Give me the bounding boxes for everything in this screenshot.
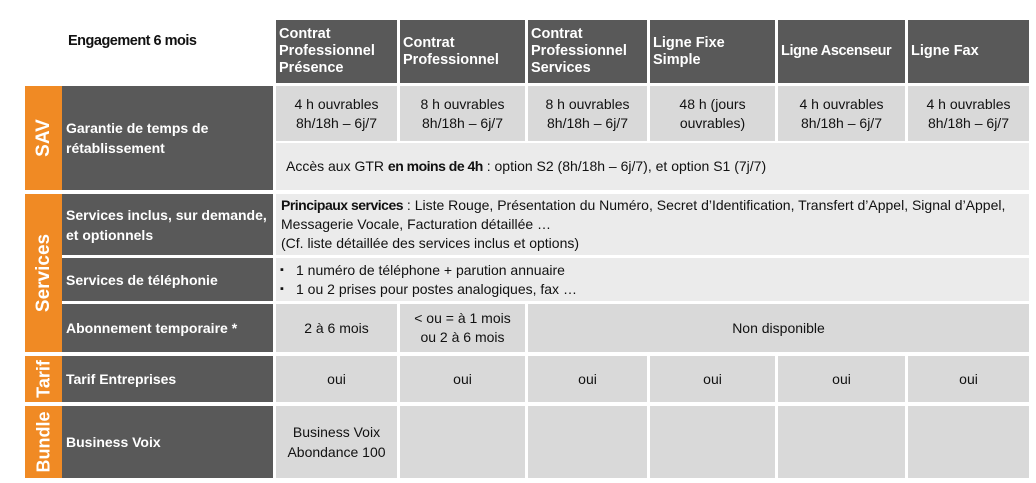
bundle-empty-cell xyxy=(650,406,775,478)
gtr-value: 4 h ouvrables 8h/18h – 6j/7 xyxy=(276,86,397,141)
list-item: ▪ 1 ou 2 prises pour postes analogiques, fax … xyxy=(276,280,1029,299)
column-header-fax: Ligne Fax xyxy=(908,20,1029,83)
tarif-value: oui xyxy=(528,356,647,402)
section-bundle: Bundle xyxy=(25,406,62,478)
bundle-empty-cell xyxy=(908,406,1029,478)
engagement-label: Engagement 6 mois xyxy=(68,33,197,49)
abonnement-unavailable: Non disponible xyxy=(528,304,1029,352)
telephonie-list xyxy=(276,258,1029,301)
row-label-services-inclus: Services inclus, sur demande, et optionnels xyxy=(62,194,273,255)
services-inclus-text: Principaux services : Liste Rouge, Présentation du Numéro, Secret d’Identification, Transfert d’Appel, Signal d’Appel, Messagerie Vocale, Facturation détaillée … (Cf. liste détaillée des services inclus et options) xyxy=(276,194,1029,255)
gtr-value: 4 h ouvrables 8h/18h – 6j/7 xyxy=(778,86,905,141)
gtr-note: Accès aux GTR en moins de 4h : option S2 (8h/18h – 6j/7), et option S1 (7j/7) xyxy=(276,143,1029,190)
list-item: ▪ 1 numéro de téléphone + parution annuaire xyxy=(276,261,1029,280)
bundle-empty-cell xyxy=(400,406,525,478)
column-header-presence: Contrat Professionnel Présence xyxy=(276,20,397,83)
abonnement-value: 2 à 6 mois xyxy=(276,304,397,352)
column-header-ligne-fixe: Ligne Fixe Simple xyxy=(650,20,775,83)
gtr-value: 48 h (jours ouvrables) xyxy=(650,86,775,141)
tarif-value: oui xyxy=(276,356,397,402)
tarif-value: oui xyxy=(400,356,525,402)
bundle-empty-cell xyxy=(778,406,905,478)
row-label-bundle: Business Voix xyxy=(62,406,273,478)
bundle-value: Business Voix Abondance 100 xyxy=(276,406,397,478)
row-label-tarif: Tarif Entreprises xyxy=(62,356,273,402)
section-tarif: Tarif xyxy=(25,356,62,402)
row-label-telephonie: Services de téléphonie xyxy=(62,258,273,301)
row-label-gtr: Garantie de temps de rétablissement xyxy=(62,86,273,190)
abonnement-value: < ou = à 1 mois ou 2 à 6 mois xyxy=(400,304,525,352)
tarif-value: oui xyxy=(908,356,1029,402)
column-header-professionnel: Contrat Professionnel xyxy=(400,20,525,83)
section-sav: SAV xyxy=(25,86,62,190)
row-label-abonnement: Abonnement temporaire * xyxy=(62,304,273,352)
tarif-value: oui xyxy=(650,356,775,402)
tarif-value: oui xyxy=(778,356,905,402)
column-header-ascenseur: Ligne Ascenseur xyxy=(778,20,905,83)
section-services: Services xyxy=(25,194,62,352)
gtr-value: 4 h ouvrables 8h/18h – 6j/7 xyxy=(908,86,1029,141)
column-header-services: Contrat Professionnel Services xyxy=(528,20,647,83)
gtr-value: 8 h ouvrables 8h/18h – 6j/7 xyxy=(528,86,647,141)
gtr-value: 8 h ouvrables 8h/18h – 6j/7 xyxy=(400,86,525,141)
bundle-empty-cell xyxy=(528,406,647,478)
